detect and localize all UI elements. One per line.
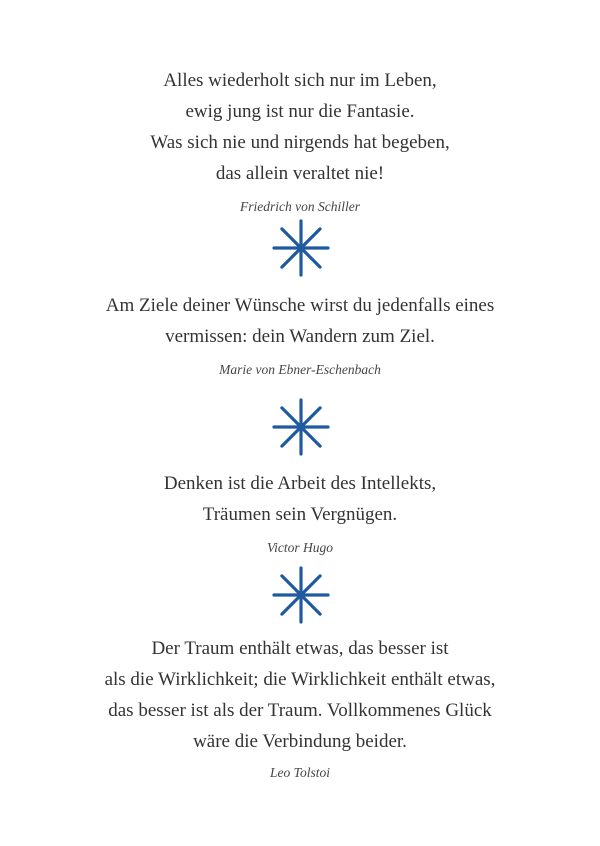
quote-3 <box>0 468 600 556</box>
quote-line: ewig jung ist nur die Fantasie. <box>185 101 415 122</box>
quote-line: Denken ist die Arbeit des Intellekts, <box>163 473 437 494</box>
asterisk-star-icon <box>272 566 330 624</box>
quote-line: das besser ist als der Traum. Vollkommenes Glück <box>108 700 492 721</box>
quote-line: vermissen: dein Wandern zum Ziel. <box>165 326 435 347</box>
quote-line: als die Wirklichkeit; die Wirklichkeit enthält etwas, <box>104 669 496 690</box>
quote-author: Marie von Ebner-Eschenbach <box>219 362 381 377</box>
quote-line: Alles wiederholt sich nur im Leben, <box>163 70 437 91</box>
quote-author: Leo Tolstoi <box>270 765 330 780</box>
quote-author: Friedrich von Schiller <box>240 199 360 214</box>
quote-line: Träumen sein Vergnügen. <box>202 504 398 525</box>
asterisk-star-icon <box>272 219 330 277</box>
quote-2 <box>0 290 600 378</box>
quote-author: Victor Hugo <box>266 540 334 555</box>
quote-line: Der Traum enthält etwas, das besser ist <box>151 638 449 659</box>
asterisk-star-icon <box>272 398 330 456</box>
quote-line: das allein veraltet nie! <box>215 163 385 184</box>
quote-line: Am Ziele deiner Wünsche wirst du jedenfalls eines <box>105 295 495 316</box>
quote-line: wäre die Verbindung beider. <box>193 731 407 752</box>
quote-4 <box>0 633 600 781</box>
quote-1 <box>0 65 600 215</box>
quote-line: Was sich nie und nirgends hat begeben, <box>150 132 450 153</box>
